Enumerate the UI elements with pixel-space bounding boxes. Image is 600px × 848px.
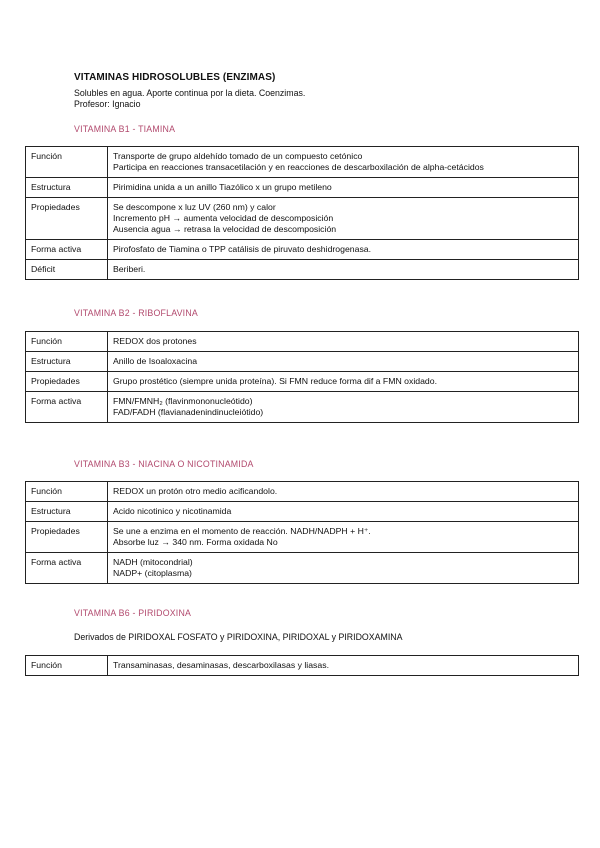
row-value bbox=[108, 656, 579, 676]
row-value bbox=[108, 198, 579, 240]
row-value bbox=[108, 392, 579, 423]
row-value bbox=[108, 240, 579, 260]
row-label: Propiedades bbox=[26, 522, 108, 553]
row-line: Ausencia agua → retrasa la velocidad de descomposición bbox=[113, 224, 337, 234]
row-label: Estructura bbox=[26, 352, 108, 372]
row-label: Forma activa bbox=[26, 240, 108, 260]
row-label: Estructura bbox=[26, 502, 108, 522]
row-line: FMN/FMNH₂ (flavinmononucleótido) bbox=[113, 396, 253, 406]
table-b3 bbox=[25, 481, 579, 584]
row-line: FAD/FADH (flavianadenindinucleiótido) bbox=[113, 407, 264, 417]
row-label: Déficit bbox=[26, 260, 108, 280]
row-label: Propiedades bbox=[26, 198, 108, 240]
row-line: Incremento pH → aumenta velocidad de descomposición bbox=[113, 213, 334, 223]
row-line: Transporte de grupo aldehído tomado de un compuesto cetónico bbox=[113, 151, 363, 161]
row-value bbox=[108, 553, 579, 584]
document-title: VITAMINAS HIDROSOLUBLES (ENZIMAS) bbox=[74, 72, 276, 83]
row-line: REDOX un protón otro medio acificandolo. bbox=[113, 486, 278, 496]
row-line: REDOX dos protones bbox=[113, 336, 197, 346]
section-heading-b1: VITAMINA B1 - TIAMINA bbox=[74, 124, 176, 134]
row-value bbox=[108, 147, 579, 178]
table-row bbox=[26, 372, 579, 392]
row-line: Transaminasas, desaminasas, descarboxilasas y liasas. bbox=[113, 660, 329, 670]
row-label: Forma activa bbox=[26, 392, 108, 423]
row-value bbox=[108, 522, 579, 553]
table-row bbox=[26, 656, 579, 676]
row-label: Propiedades bbox=[26, 372, 108, 392]
table-row bbox=[26, 178, 579, 198]
row-line: Acido nicotinico y nicotinamida bbox=[113, 506, 232, 516]
table-row bbox=[26, 198, 579, 240]
row-label: Función bbox=[26, 482, 108, 502]
row-value bbox=[108, 372, 579, 392]
row-line: Se une a enzima en el momento de reacción. NADH/NADPH + H⁺. bbox=[113, 526, 371, 536]
row-line: Pirofosfato de Tiamina o TPP catálisis de piruvato deshidrogenasa. bbox=[113, 244, 372, 254]
row-value bbox=[108, 178, 579, 198]
table-row bbox=[26, 522, 579, 553]
table-b1 bbox=[25, 146, 579, 280]
row-label: Forma activa bbox=[26, 553, 108, 584]
table-b6 bbox=[25, 655, 579, 676]
table-row bbox=[26, 392, 579, 423]
row-label: Función bbox=[26, 656, 108, 676]
row-line: NADP+ (citoplasma) bbox=[113, 568, 192, 578]
row-line: Participa en reacciones transacetilación y en reacciones de descarboxilación de alpha-cetácidos bbox=[113, 162, 484, 172]
table-row bbox=[26, 502, 579, 522]
row-value bbox=[108, 352, 579, 372]
row-line: Absorbe luz → 340 nm. Forma oxidada No bbox=[113, 537, 278, 547]
document-subtitle: Solubles en agua. Aporte continua por la dieta. Coenzimas. bbox=[74, 88, 306, 98]
row-line: NADH (mitocondrial) bbox=[113, 557, 193, 567]
row-value bbox=[108, 332, 579, 352]
table-row bbox=[26, 332, 579, 352]
section-heading-b3: VITAMINA B3 - NIACINA O NICOTINAMIDA bbox=[74, 459, 254, 469]
section-heading-b2: VITAMINA B2 - RIBOFLAVINA bbox=[74, 308, 198, 318]
section-note-b6: Derivados de PIRIDOXAL FOSFATO y PIRIDOXINA, PIRIDOXAL y PIRIDOXAMINA bbox=[74, 632, 403, 642]
section-heading-b6: VITAMINA B6 - PIRIDOXINA bbox=[74, 608, 192, 618]
table-row bbox=[26, 553, 579, 584]
table-b2 bbox=[25, 331, 579, 423]
row-value bbox=[108, 502, 579, 522]
table-row bbox=[26, 482, 579, 502]
table-row bbox=[26, 240, 579, 260]
row-line: Anillo de Isoaloxacina bbox=[113, 356, 198, 366]
document-professor: Profesor: Ignacio bbox=[74, 99, 141, 109]
row-value bbox=[108, 260, 579, 280]
row-line: Pirimidina unida a un anillo Tiazólico x un grupo metileno bbox=[113, 182, 332, 192]
row-label: Función bbox=[26, 147, 108, 178]
row-line: Se descompone x luz UV (260 nm) y calor bbox=[113, 202, 276, 212]
row-line: Grupo prostético (siempre unida proteína). Si FMN reduce forma dif a FMN oxidado. bbox=[113, 376, 437, 386]
row-label: Función bbox=[26, 332, 108, 352]
row-line: Beriberi. bbox=[113, 264, 146, 274]
row-value bbox=[108, 482, 579, 502]
table-row bbox=[26, 260, 579, 280]
table-row bbox=[26, 352, 579, 372]
table-row bbox=[26, 147, 579, 178]
row-label: Estructura bbox=[26, 178, 108, 198]
